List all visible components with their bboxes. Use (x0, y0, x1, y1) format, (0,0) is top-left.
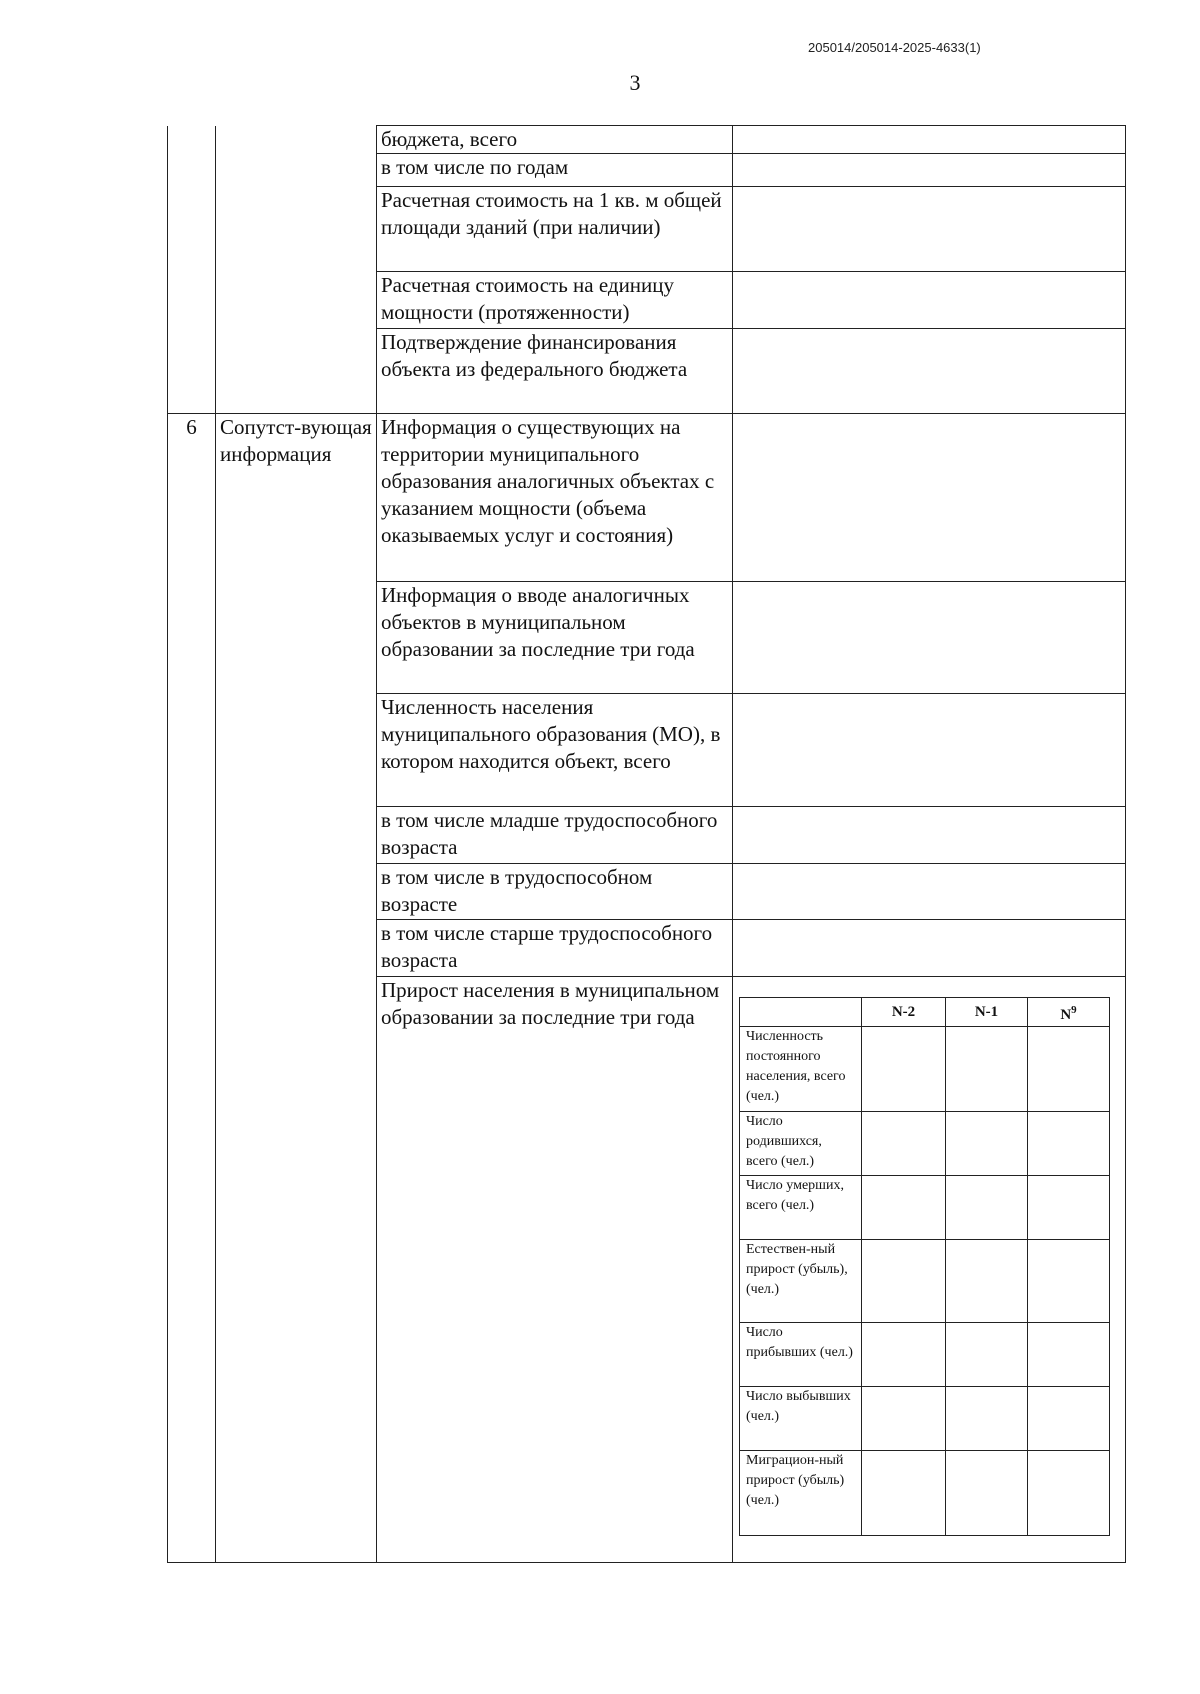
growth-row-label: Естествен-ный прирост (убыль), (чел.) (740, 1240, 862, 1323)
growth-row-label: Число умерших, всего (чел.) (740, 1176, 862, 1240)
value-cell (1028, 1240, 1110, 1323)
value-cell (1028, 1112, 1110, 1176)
value-cell (862, 1451, 946, 1536)
row-label: Численность населения муниципального образования (МО), в котором находится объект, всего (377, 694, 733, 807)
value-cell (862, 1112, 946, 1176)
value-cell (733, 126, 1126, 154)
row-label: в том числе старше трудоспособного возраста (377, 920, 733, 977)
column-header: N-1 (946, 998, 1028, 1027)
value-cell (733, 864, 1126, 920)
value-cell (946, 1323, 1028, 1387)
column-header-label: N (1060, 1006, 1072, 1023)
empty-title-cell (216, 126, 377, 414)
row-label: Информация о вводе аналогичных объектов в муниципальном образовании за последние три года (377, 582, 733, 694)
value-cell (862, 1027, 946, 1112)
row-label: в том числе в трудоспособном возрасте (377, 864, 733, 920)
value-cell (1028, 1027, 1110, 1112)
growth-row-label: Число прибывших (чел.) (740, 1323, 862, 1387)
empty-number-cell (168, 126, 216, 414)
value-cell (733, 694, 1126, 807)
growth-row-label: Число родившихся, всего (чел.) (740, 1112, 862, 1176)
value-cell (862, 1176, 946, 1240)
value-cell (733, 414, 1126, 582)
population-growth-table (739, 997, 1110, 1536)
value-cell (1028, 1323, 1110, 1387)
value-cell (733, 920, 1126, 977)
row-label: Расчетная стоимость на единицу мощности (протяженности) (377, 272, 733, 329)
growth-row-label: Численность постоянного населения, всего (чел.) (740, 1027, 862, 1112)
value-cell (1028, 1387, 1110, 1451)
growth-row-label: Число выбывших (чел.) (740, 1387, 862, 1451)
page-number: 3 (629, 70, 641, 95)
value-cell (946, 1387, 1028, 1451)
row-label: в том числе по годам (377, 154, 733, 187)
value-cell (1028, 1176, 1110, 1240)
value-cell (862, 1387, 946, 1451)
value-cell (862, 1323, 946, 1387)
corner-cell (740, 998, 862, 1027)
main-table (167, 125, 1126, 1563)
row-label: Расчетная стоимость на 1 кв. м общей площади зданий (при наличии) (377, 187, 733, 272)
row-label: Информация о существующих на территории муниципального образования аналогичных объектах с указанием мощности (объема оказываемых услуг и состояния) (377, 414, 733, 582)
growth-table-cell (733, 977, 1126, 1563)
footnote-mark: 9 (1071, 1003, 1077, 1016)
value-cell (946, 1176, 1028, 1240)
column-header-n (1028, 998, 1110, 1027)
row-label: Прирост населения в муниципальном образовании за последние три года (377, 977, 733, 1563)
value-cell (862, 1240, 946, 1323)
document-id: 205014/205014-2025-4633(1) (808, 40, 981, 55)
value-cell (946, 1027, 1028, 1112)
value-cell (946, 1240, 1028, 1323)
row-label: Подтверждение финансирования объекта из федерального бюджета (377, 329, 733, 414)
value-cell (946, 1112, 1028, 1176)
value-cell (946, 1451, 1028, 1536)
row-label: бюджета, всего (377, 126, 733, 154)
value-cell (733, 187, 1126, 272)
value-cell (1028, 1451, 1110, 1536)
value-cell (733, 329, 1126, 414)
section-title: Сопутст-вующая информация (216, 414, 377, 1563)
value-cell (733, 807, 1126, 864)
value-cell (733, 582, 1126, 694)
growth-row-label: Миграцион-ный прирост (убыль) (чел.) (740, 1451, 862, 1536)
value-cell (733, 272, 1126, 329)
column-header: N-2 (862, 998, 946, 1027)
value-cell (733, 154, 1126, 187)
row-label: в том числе младше трудоспособного возраста (377, 807, 733, 864)
section-number: 6 (168, 414, 216, 1563)
